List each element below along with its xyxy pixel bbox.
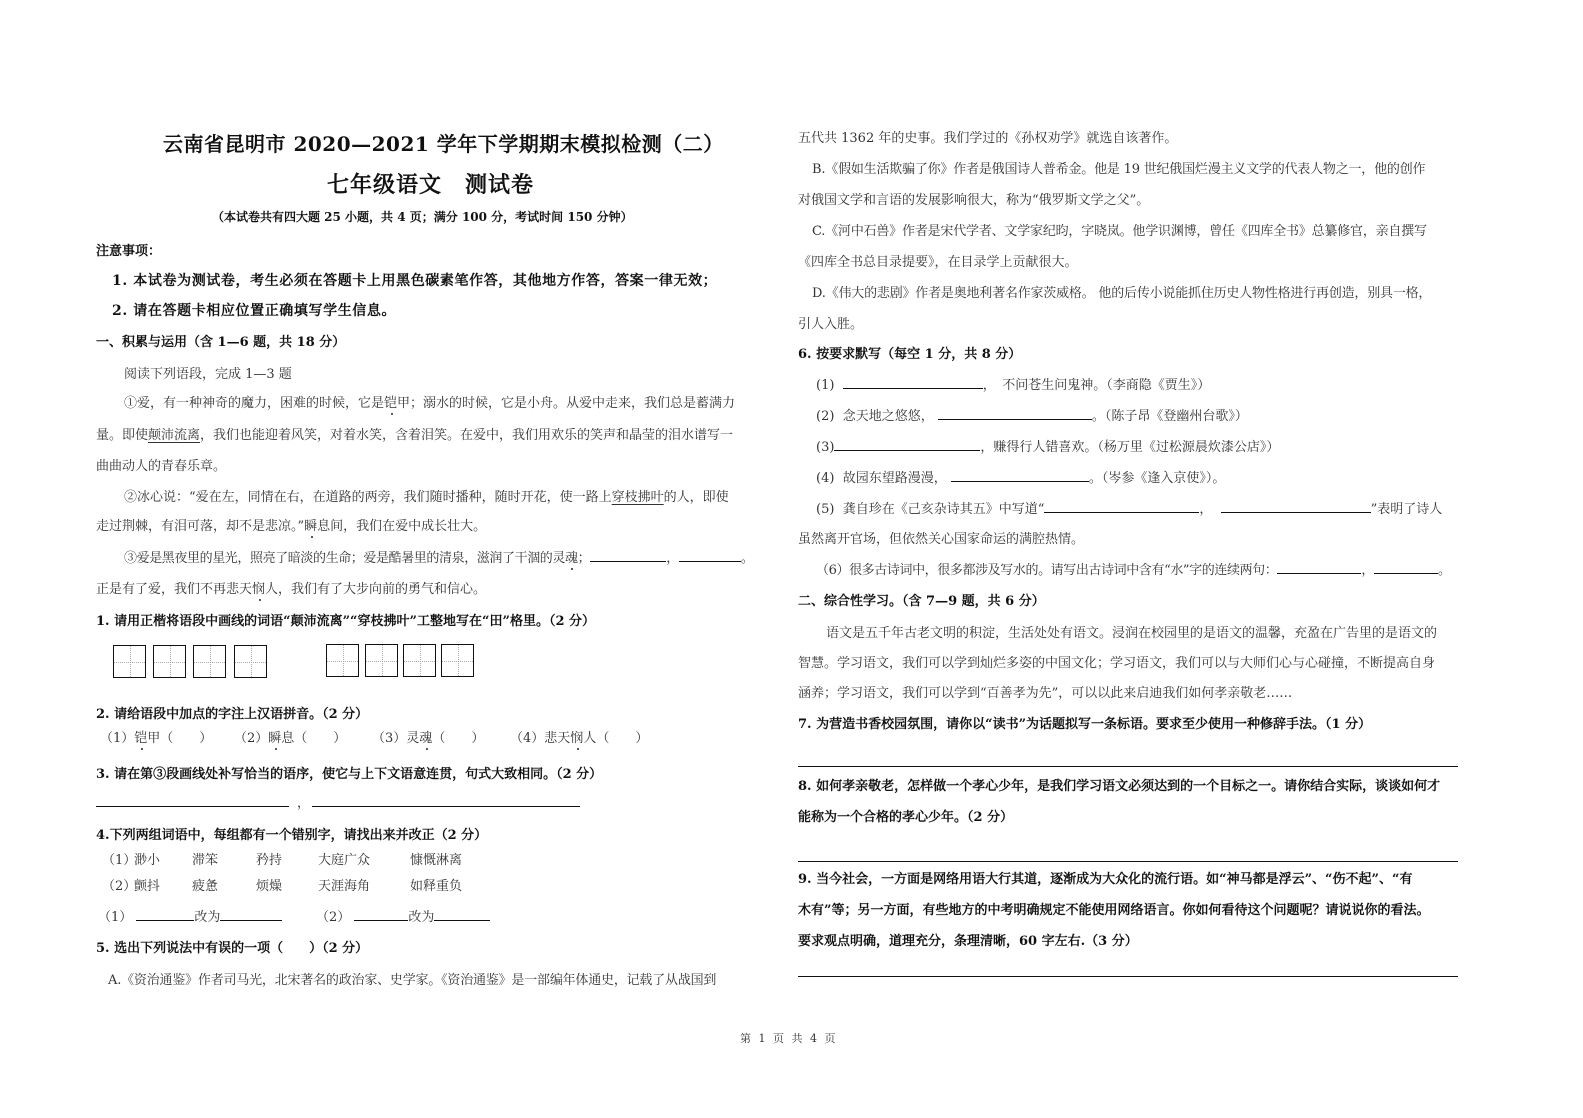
question-9-line1: 9. 当今社会，一方面是网络用语大行其道，逐渐成为大众化的流行语。如“神马都是浮云”、“伤不起”、“有 bbox=[798, 872, 1413, 887]
notice-heading: 注意事项： bbox=[96, 244, 162, 259]
answer-line[interactable] bbox=[798, 766, 1458, 767]
answer-blank[interactable] bbox=[220, 906, 282, 921]
answer-blank[interactable] bbox=[590, 547, 666, 562]
reading-intro: 阅读下列语段，完成 1—3 题 bbox=[124, 367, 292, 382]
q5-option-a-line1: A.《资治通鉴》作者司马光，北宋著名的政治家、史学家。《资治通鉴》是一部编年体通史，记载了从战国到 bbox=[108, 973, 717, 988]
question-5: 5. 选出下列说法中有误的一项（ ）（2 分） bbox=[96, 941, 369, 956]
q5-option-b-line2: 对俄国文学和言语的发展影响很大，称为“俄罗斯文学之父”。 bbox=[798, 193, 1150, 208]
dotted-char: 悯 bbox=[252, 582, 266, 597]
text: （1） bbox=[98, 910, 133, 925]
q4-word: 慷慨淋离 bbox=[410, 853, 463, 868]
text: (5) bbox=[816, 502, 835, 517]
tian-grid-box[interactable] bbox=[403, 644, 436, 677]
tian-grid-box[interactable] bbox=[153, 645, 186, 678]
text: ； bbox=[577, 551, 591, 566]
q4-word: 渺小 bbox=[134, 853, 161, 868]
q5-option-a-line2: 五代共 1362 年的史事。我们学过的《孙权劝学》就选自该著作。 bbox=[798, 131, 1178, 146]
q5-option-d-line1: D.《伟大的悲剧》作者是奥地利著名作家茨威格。 他的后传小说能抓住历史人物性格进行再创造，别具一格， bbox=[812, 286, 1432, 301]
text: ①爱，有一种神奇的魔力，困难的时候，它是 bbox=[124, 396, 385, 411]
text: （3） bbox=[372, 731, 407, 746]
tian-grid-box[interactable] bbox=[113, 645, 146, 678]
q6-item-4 bbox=[816, 467, 1225, 486]
q4-group-1-num: （1） bbox=[102, 853, 137, 868]
text: 走过荆棘，有泪可落，却不是悲凉。” bbox=[96, 519, 305, 534]
section2-passage-line1: 语文是五千年古老文明的积淀，生活处处有语文。浸润在校园里的是语文的温馨，充盈在广告里的是语文的 bbox=[826, 626, 1438, 641]
tian-grid-box[interactable] bbox=[234, 645, 267, 678]
text: ， bbox=[666, 551, 679, 566]
answer-line[interactable] bbox=[798, 976, 1458, 977]
q4-word: 颤抖 bbox=[134, 879, 161, 894]
section2-passage-line3: 涵养；学习语文，我们可以学到“百善孝为先”，可以以此来启迪我们如何孝亲敬老…… bbox=[798, 686, 1293, 701]
dotted-char: 铠 bbox=[134, 731, 148, 746]
answer-blank[interactable] bbox=[938, 405, 1092, 420]
notice-item-1: 1. 本试卷为测试卷，考生必须在答题卡上用黑色碳素笔作答，其他地方作答，答案一律无效； bbox=[112, 273, 718, 289]
answer-line[interactable] bbox=[312, 806, 580, 807]
text: 的人，即使 bbox=[663, 490, 729, 505]
q2-item-2 bbox=[234, 727, 346, 746]
q6-item-3 bbox=[816, 436, 1279, 455]
text: 甲；溺水的时候，它是小舟。从爱中走来，我们总是蓄满力 bbox=[397, 396, 736, 411]
text: 改为 bbox=[194, 910, 221, 925]
q6-item-5 bbox=[816, 498, 1442, 517]
dotted-char: 悯 bbox=[570, 731, 584, 746]
answer-blank[interactable] bbox=[354, 906, 408, 921]
exam-info: （本试卷共有四大题 25 小题，共 4 页；满分 100 分，考试时间 150 分钟） bbox=[212, 210, 633, 224]
text: 量。即使 bbox=[96, 428, 149, 443]
text: 甲（ ） bbox=[147, 731, 213, 746]
tian-grid-box[interactable] bbox=[441, 644, 474, 677]
text: （ ） bbox=[432, 731, 485, 746]
text: （2） bbox=[234, 731, 269, 746]
dotted-char: 瞬 bbox=[268, 731, 282, 746]
section2-heading: 二、综合性学习。（含 7—9 题，共 6 分） bbox=[798, 594, 1045, 609]
page-number: 第 1 页 共 4 页 bbox=[740, 1032, 838, 1045]
tian-grid-box[interactable] bbox=[365, 644, 398, 677]
text: 息（ ） bbox=[281, 731, 347, 746]
text: 人（ ） bbox=[583, 731, 649, 746]
q5-option-b-line1: B.《假如生活欺骗了你》作者是俄国诗人普希金。他是 19 世纪俄国烂漫主义文学的代表人物之一，他的创作 bbox=[812, 162, 1426, 177]
notice-item-2: 2. 请在答题卡相应位置正确填写学生信息。 bbox=[112, 303, 397, 319]
text: ， bbox=[1199, 502, 1213, 517]
section2-passage-line2: 智慧。学习语文，我们可以学到灿烂多姿的中国文化；学习语文，我们可以与大师们心与心碰撞，不断提高自身 bbox=[798, 656, 1436, 671]
text: 。 bbox=[1437, 563, 1451, 578]
q2-item-1 bbox=[100, 727, 212, 746]
answer-blank[interactable] bbox=[1277, 559, 1361, 574]
text: (1) bbox=[816, 378, 835, 393]
text: ，赚得行人错喜欢。（杨万里《过松源晨炊漆公店》） bbox=[980, 440, 1280, 455]
text: ”表明了诗人 bbox=[1370, 502, 1443, 517]
q4-answer-2 bbox=[316, 906, 490, 925]
q2-item-3 bbox=[372, 727, 484, 746]
q4-word: 如释重负 bbox=[410, 879, 463, 894]
q4-word: 矜持 bbox=[256, 853, 283, 868]
q5-option-d-line2: 引人入胜。 bbox=[798, 317, 864, 332]
text: 。 bbox=[740, 551, 754, 566]
dotted-char: 魂 bbox=[565, 551, 578, 566]
text: ，我们也能迎着风笑，对着水笑，含着泪笑。在爱中，我们用欢乐的笑声和晶莹的泪水谱写一 bbox=[200, 428, 734, 443]
text: （1） bbox=[100, 731, 135, 746]
q5-option-c-line1: C.《河中石兽》作者是宋代学者、文学家纪昀，字晓岚。他学识渊博，曾任《四库全书》总纂修官，亲自撰写 bbox=[812, 224, 1427, 239]
question-7: 7. 为营造书香校园氛围，请你以“读书”为话题拟写一条标语。要求至少使用一种修辞手法。（1 分） bbox=[798, 717, 1372, 732]
question-4: 4.下列两组词语中，每组都有一个错别字，请找出来并改正（2 分） bbox=[96, 828, 488, 843]
text: 人，我们有了大步向前的勇气和信心。 bbox=[265, 582, 487, 597]
text: ， 不问苍生问鬼神。（李商隐《贾生》） bbox=[982, 378, 1211, 393]
question-8-line2: 能称为一个合格的孝心少年。（2 分） bbox=[798, 810, 1014, 825]
text: （6）很多古诗词中，很多都涉及写水的。请写出古诗词中含有“水”字的连续两句： bbox=[816, 563, 1278, 578]
underlined-word: 穿枝拂叶 bbox=[611, 490, 664, 505]
answer-blank[interactable] bbox=[951, 467, 1089, 482]
text: ， bbox=[1361, 563, 1374, 578]
answer-blank[interactable] bbox=[843, 374, 983, 389]
answer-blank[interactable] bbox=[434, 906, 490, 921]
q6-item-6 bbox=[816, 559, 1451, 578]
answer-blank[interactable] bbox=[1044, 498, 1199, 513]
q4-word: 烦燥 bbox=[256, 879, 283, 894]
answer-blank[interactable] bbox=[1374, 559, 1438, 574]
question-9-line2: 木有”等；另一方面，有些地方的中考明确规定不能使用网络语言。你如何看待这个问题呢？请说说你的看法。 bbox=[798, 903, 1430, 918]
question-3: 3. 请在第③段画线处补写恰当的语序，使它与上下文语意连贯，句式大致相同。（2 分） bbox=[96, 767, 603, 782]
passage-p2-line1 bbox=[124, 486, 729, 505]
answer-blank[interactable] bbox=[834, 436, 980, 451]
text: 龚自珍在《己亥杂诗其五》中写道“ bbox=[842, 502, 1045, 517]
answer-blank[interactable] bbox=[679, 547, 741, 562]
question-2: 2. 请给语段中加点的字注上汉语拼音。（2 分） bbox=[96, 707, 369, 722]
q6-item-5-line2: 虽然离开官场，但依然关心国家命运的满腔热情。 bbox=[798, 532, 1085, 547]
q4-answer-1 bbox=[98, 906, 282, 925]
text: （2） bbox=[316, 910, 351, 925]
passage-p1-line2 bbox=[96, 424, 733, 443]
passage-p1-line1 bbox=[124, 392, 735, 411]
exam-subtitle: 七年级语文 测试卷 bbox=[327, 172, 535, 198]
text: 改为 bbox=[408, 910, 435, 925]
q4-word: 天涯海角 bbox=[318, 879, 371, 894]
q2-item-4 bbox=[510, 727, 648, 746]
text: ②冰心说：“爱在左，同情在右，在道路的两旁，我们随时播种，随时开花，使一路上 bbox=[124, 490, 612, 505]
q5-option-c-line2: 《四库全书总目录提要》，在目录学上贡献很大。 bbox=[798, 255, 1078, 270]
dotted-char: 魂 bbox=[419, 731, 433, 746]
question-6: 6. 按要求默写（每空 1 分，共 8 分） bbox=[798, 347, 1022, 362]
dotted-char: 瞬 bbox=[304, 519, 318, 534]
q6-item-1 bbox=[816, 374, 1210, 393]
passage-p2-line2 bbox=[96, 515, 486, 534]
text: 正是有了爱，我们不再悲天 bbox=[96, 582, 253, 597]
passage-p3-line2 bbox=[96, 578, 486, 597]
text: 。（岑参《逢入京使》）。 bbox=[1088, 471, 1226, 486]
text: 悲天 bbox=[544, 731, 571, 746]
q4-group-2-num: （2） bbox=[102, 879, 137, 894]
question-1: 1. 请用正楷将语段中画线的词语“颠沛流离”“穿枝拂叶”工整地写在“田”格里。（2 分） bbox=[96, 614, 596, 629]
text: ③爱是黑夜里的星光，照亮了暗淡的生命；爱是酷暑里的清泉，滋润了干涸的灵 bbox=[124, 551, 566, 566]
dotted-char: 铠 bbox=[384, 396, 398, 411]
text: (4) bbox=[816, 471, 835, 486]
text: 。（陈子昂《登幽州台歌》） bbox=[1091, 409, 1248, 424]
q4-word: 疲惫 bbox=[192, 879, 219, 894]
passage-p3-line1 bbox=[124, 547, 753, 566]
q4-word: 大庭广众 bbox=[318, 853, 371, 868]
text: (2) bbox=[816, 409, 835, 424]
text: (3) bbox=[816, 440, 835, 455]
text: （4） bbox=[510, 731, 545, 746]
q4-word: 滞笨 bbox=[192, 853, 219, 868]
text: 息间，我们在爱中成长壮大。 bbox=[317, 519, 487, 534]
text: 灵 bbox=[406, 731, 420, 746]
answer-blank[interactable] bbox=[136, 906, 194, 921]
separator-comma: ， bbox=[297, 796, 311, 811]
exam-title: 云南省昆明市 2020—2021 学年下学期期末模拟检测（二） bbox=[163, 132, 724, 156]
text: 故园东望路漫漫， bbox=[842, 471, 947, 486]
answer-blank[interactable] bbox=[1221, 498, 1371, 513]
tian-grid-box[interactable] bbox=[326, 644, 359, 677]
answer-line[interactable] bbox=[96, 806, 289, 807]
text: 念天地之悠悠， bbox=[842, 409, 934, 424]
question-8-line1: 8. 如何孝亲敬老，怎样做一个孝心少年，是我们学习语文必须达到的一个目标之一。请你结合实际，谈谈如何才 bbox=[798, 779, 1441, 794]
passage-p1-line3: 曲曲动人的青春乐章。 bbox=[96, 459, 227, 474]
question-9-line3: 要求观点明确，道理充分，条理清晰，60 字左右.（3 分） bbox=[798, 934, 1138, 949]
answer-line[interactable] bbox=[798, 861, 1458, 862]
tian-grid-box[interactable] bbox=[193, 645, 226, 678]
section1-heading: 一、积累与运用（含 1—6 题，共 18 分） bbox=[96, 335, 346, 350]
underlined-word: 颠沛流离 bbox=[148, 428, 201, 443]
q6-item-2 bbox=[816, 405, 1248, 424]
